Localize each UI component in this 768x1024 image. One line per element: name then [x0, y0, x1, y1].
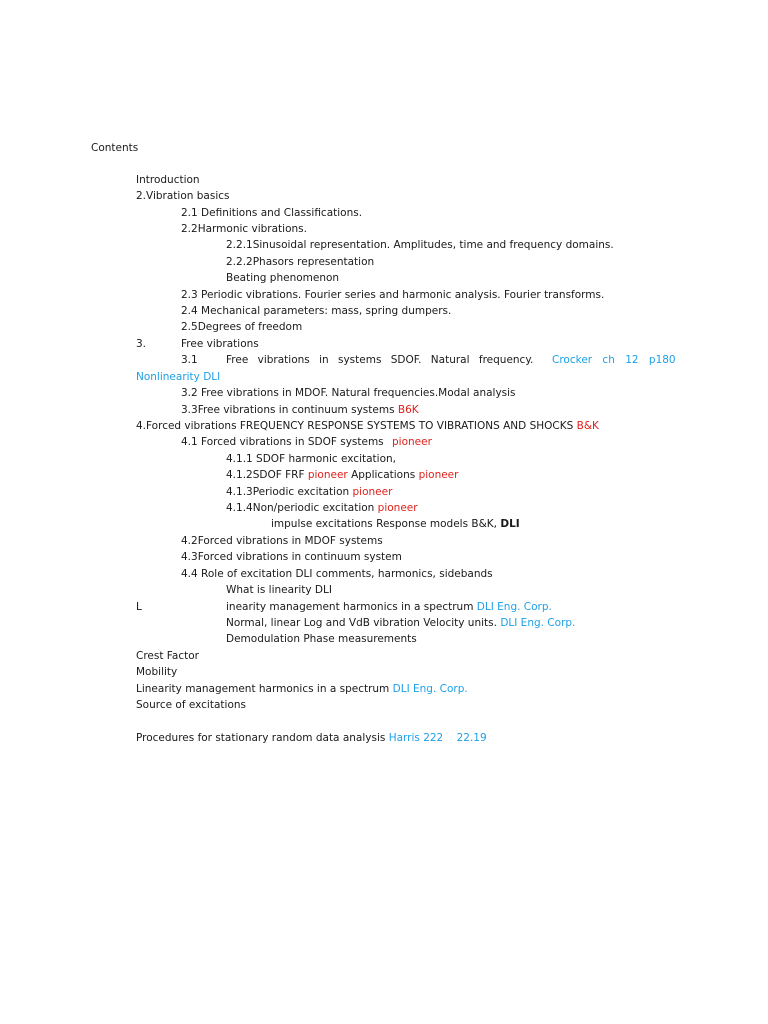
toc-4-1-4-text: 4.1.4Non/periodic excitation — [226, 502, 375, 514]
toc-4-1 — [181, 435, 432, 449]
toc-4-1-reference: pioneer — [392, 436, 432, 448]
toc-4-1-3-text: 4.1.3Periodic excitation — [226, 486, 350, 498]
toc-3-1-reference: Crocker ch 12 p180 — [552, 354, 676, 366]
toc-4-4: 4.4 Role of excitation DLI comments, harmonics, sidebands — [181, 568, 493, 580]
toc-linearity-management-text: Linearity management harmonics in a spectrum — [136, 683, 390, 695]
toc-4-1-4 — [226, 501, 418, 515]
toc-nonlinearity-link: Nonlinearity DLI — [136, 371, 221, 383]
toc-normal-units — [226, 616, 575, 630]
toc-4-1-text: 4.1 Forced vibrations in SDOF systems — [181, 436, 384, 448]
toc-3-2: 3.2 Free vibrations in MDOF. Natural frequencies.Modal analysis — [181, 387, 516, 399]
toc-4-1-3-reference: pioneer — [352, 486, 393, 498]
toc-4-1-1: 4.1.1 SDOF harmonic excitation, — [226, 453, 396, 465]
toc-normal-reference: DLI Eng. Corp. — [500, 617, 576, 629]
toc-4-1-2-text: 4.1.2SDOF FRF — [226, 469, 305, 481]
toc-procedures-text: Procedures for stationary random data analysis — [136, 732, 386, 744]
toc-4-reference: B&K — [576, 420, 599, 432]
toc-4-1-3 — [226, 485, 392, 499]
toc-impulse-dli: DLI — [500, 518, 520, 530]
toc-3-title: Free vibrations — [181, 338, 259, 350]
toc-4-text: 4.Forced vibrations FREQUENCY RESPONSE SYSTEMS TO VIBRATIONS AND SHOCKS — [136, 420, 574, 432]
toc-4-1-2 — [226, 468, 458, 482]
toc-demodulation: Demodulation Phase measurements — [226, 633, 417, 645]
toc-3-number: 3. — [136, 338, 147, 350]
toc-3-1-number: 3.1 — [181, 354, 198, 366]
toc-beating: Beating phenomenon — [226, 272, 340, 284]
toc-4-3: 4.3Forced vibrations in continuum system — [181, 551, 402, 563]
toc-vibration-basics: 2.Vibration basics — [136, 190, 230, 202]
toc-impulse — [271, 517, 520, 531]
toc-crest-factor: Crest Factor — [136, 650, 199, 662]
toc-mobility: Mobility — [136, 666, 178, 678]
toc-linearity-management — [136, 682, 468, 696]
toc-procedures — [136, 731, 487, 745]
toc-3-3-text: 3.3Free vibrations in continuum systems — [181, 404, 395, 416]
toc-4-1-2-reference-1: pioneer — [307, 469, 348, 481]
toc-inearity-reference: DLI Eng. Corp. — [476, 601, 552, 613]
toc-3-3 — [181, 403, 419, 417]
toc-4-2: 4.2Forced vibrations in MDOF systems — [181, 535, 383, 547]
toc-impulse-text: impulse excitations Response models B&K, — [271, 518, 498, 530]
toc-source-of-excitations: Source of excitations — [136, 699, 246, 711]
toc-procedures-reference-1: Harris 222 — [388, 732, 444, 744]
toc-what-is-linearity: What is linearity DLI — [226, 584, 332, 596]
toc-3-3-reference: B6K — [397, 404, 419, 416]
toc-2-4: 2.4 Mechanical parameters: mass, spring dumpers. — [181, 305, 452, 317]
toc-2-3: 2.3 Periodic vibrations. Fourier series and harmonic analysis. Fourier transforms. — [181, 289, 605, 301]
toc-3-1-title: Free vibrations in systems SDOF. Natural frequency. — [226, 354, 534, 366]
toc-linearity-management-reference: DLI Eng. Corp. — [392, 683, 468, 695]
toc-4-1-2-reference-2: pioneer — [418, 469, 459, 481]
toc-4-1-2-applications: Applications — [347, 469, 416, 481]
toc-normal-text: Normal, linear Log and VdB vibration Velocity units. — [226, 617, 497, 629]
toc-procedures-reference-2: 22.19 — [456, 732, 487, 744]
toc-4-1-4-reference: pioneer — [377, 502, 418, 514]
toc-2-2: 2.2Harmonic vibrations. — [181, 223, 307, 235]
toc-2-2-2: 2.2.2Phasors representation — [226, 256, 375, 268]
toc-2-2-1: 2.2.1Sinusoidal representation. Amplitudes, time and frequency domains. — [226, 239, 614, 251]
toc-inearity-text: inearity management harmonics in a spectrum — [226, 601, 474, 613]
toc-inearity — [226, 600, 552, 614]
toc-2-1: 2.1 Definitions and Classifications. — [181, 207, 363, 219]
toc-2-5: 2.5Degrees of freedom — [181, 321, 303, 333]
toc-introduction: Introduction — [136, 174, 200, 186]
toc-4 — [136, 419, 599, 433]
toc-l-letter: L — [136, 601, 142, 613]
contents-heading: Contents — [91, 142, 139, 154]
